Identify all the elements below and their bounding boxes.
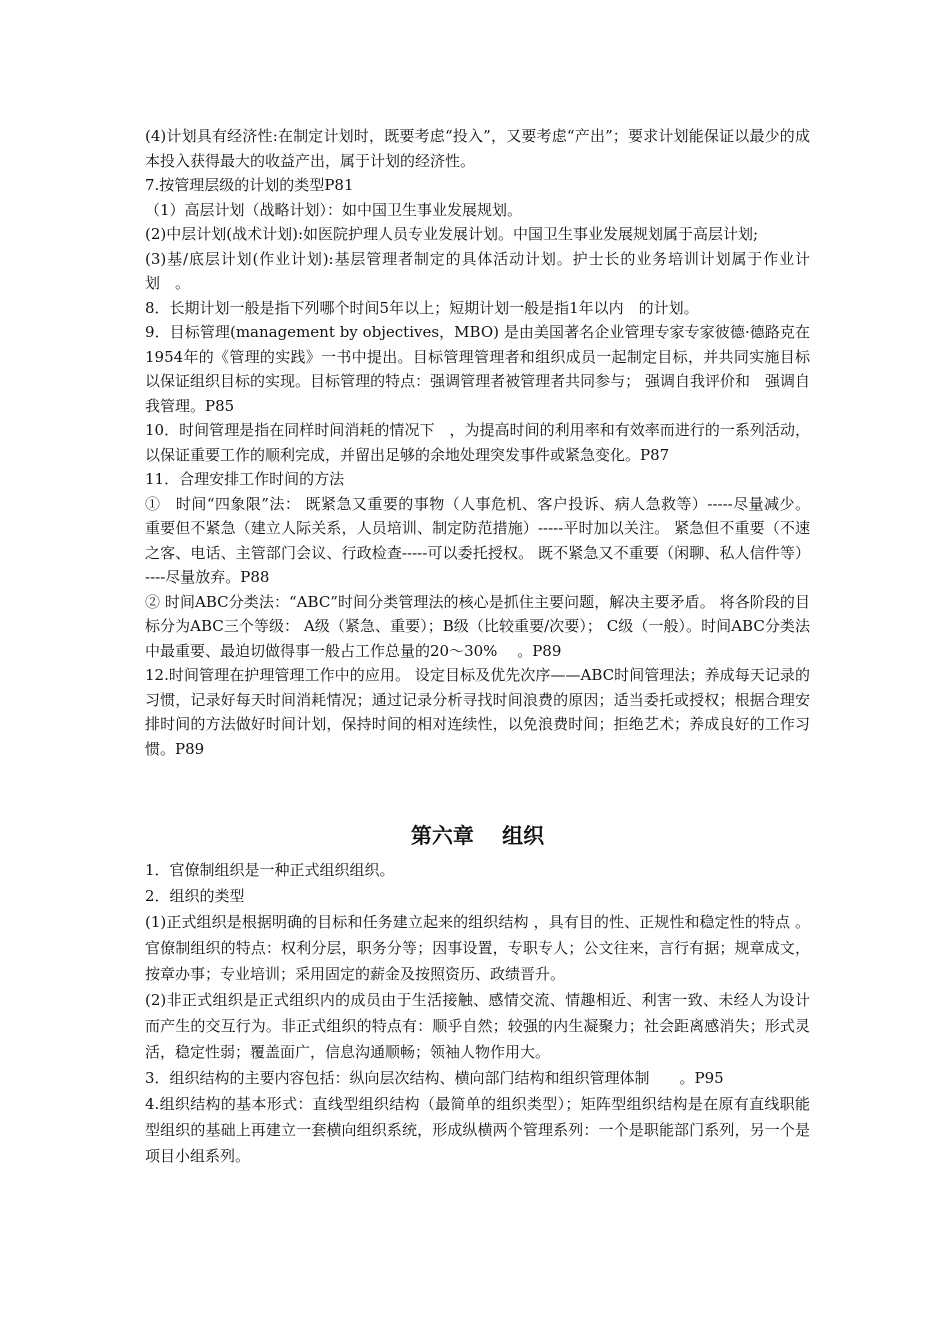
paragraph-org-structure-forms: 4.组织结构的基本形式：直线型组织结构（最简单的组织类型）；矩阵型组织结构是在原有直线职能型组织的基础上再建立一套横向组织系统，形成纵横两个管理系列：一个是职能部门系列，另一个是项目小组系列。 <box>145 1095 810 1165</box>
paragraph-time-management: 10．时间管理是指在同样时间消耗的情况下 ，为提高时间的利用率和有效率而进行的一系列活动，以保证重要工作的顺利完成，并留出足够的余地处理突发事件或紧急变化。P87 <box>145 421 810 464</box>
chapter-title: 第六章 组织 <box>410 824 545 848</box>
paragraph-abc-method: ② 时间ABC分类法：“ABC”时间分类管理法的核心是抓住主要问题，解决主要矛盾。 将各阶段的目标分为ABC三个等级： A级（紧急、重要）；B级（比较重要/次要）； C级（一般）。时间ABC分类法中最重要、最迫切做得事一般占工作总量的20～30% 。P89 <box>145 592 810 660</box>
paragraph-plan-types-heading: 7.按管理层级的计划的类型P81 <box>145 176 354 194</box>
paragraph-middle-level-plan: (2)中层计划(战术计划):如医院护理人员专业发展计划。中国卫生事业发展规划属于高层计划; <box>145 225 759 243</box>
paragraph-high-level-plan: （1）高层计划（战略计划）：如中国卫生事业发展规划。 <box>145 200 523 219</box>
paragraph-four-quadrants: ① 时间“四象限”法： 既紧急又重要的事物（人事危机、客户投诉、病人急救等）-----尽量减少。 重要但不紧急（建立人际关系，人员培训、制定防范措施）-----平时加以关注。 紧急但不重要（不速之客、电话、主管部门会议、行政检查-----可以委托授权。 既不紧急又不重要（闲聊、私人信件等）----尽量放弃。P88 <box>145 494 810 586</box>
paragraph-time-management-application: 12.时间管理在护理管理工作中的应用。 设定目标及优先次序——ABC时间管理法；养成每天记录的习惯，记录好每天时间消耗情况；通过记录分析寻找时间浪费的原因；适当委托或授权；根据合理安排时间的方法做好时间计划，保持时间的相对连续性，以免浪费时间；拒绝艺术；养成良好的工作习惯。P89 <box>145 666 810 758</box>
paragraph-time-methods-heading: 11．合理安排工作时间的方法 <box>145 470 345 488</box>
paragraph-long-short-plan: 8．长期计划一般是指下列哪个时间5年以上；短期计划一般是指1年以内 的计划。 <box>145 298 699 317</box>
paragraph-org-types-heading: 2．组织的类型 <box>145 887 245 905</box>
section-spacer <box>145 761 810 821</box>
paragraph-mbo: 9．目标管理(management by objectives，MBO) 是由美国著名企业管理专家专家彼德·德路克在1954年的《管理的实践》一书中提出。目标管理管理者和组织成员一起制定目标，并共同实施目标以保证组织目标的实现。目标管理的特点：强调管理者被管理者共同参与； 强调自我评价和 强调自我管理。P85 <box>145 323 810 415</box>
paragraph-base-level-plan: (3)基/底层计划(作业计划):基层管理者制定的具体活动计划。护士长的业务培训计划属于作业计划 。 <box>145 249 810 292</box>
paragraph-org-structure-content: 3．组织结构的主要内容包括：纵向层次结构、横向部门结构和组织管理体制 。P95 <box>145 1069 724 1087</box>
paragraph-bureaucratic-org: 1．官僚制组织是一种正式组织组织。 <box>145 861 395 879</box>
paragraph-formal-org: (1)正式组织是根据明确的目标和任务建立起来的组织结构 ，具有目的性、正规性和稳定性的特点 。官僚制组织的特点：权利分层，职务分等；因事设置，专职专人；公文往来，言行有据；规章成文，按章办事；专业培训；采用固定的薪金及按照资历、政绩晋升。 <box>145 913 810 983</box>
document-page <box>145 124 810 1169</box>
paragraph-informal-org: (2)非正式组织是正式组织内的成员由于生活接触、感情交流、情趣相近、利害一致、未经人为设计而产生的交互行为。非正式组织的特点有：顺乎自然；较强的内生凝聚力；社会距离感消失；形式灵活，稳定性弱；覆盖面广，信息沟通顺畅；领袖人物作用大。 <box>145 991 810 1061</box>
paragraph-plan-economy: (4)计划具有经济性:在制定计划时，既要考虑“投入”，又要考虑“产出”；要求计划能保证以最少的成本投入获得最大的收益产出，属于计划的经济性。 <box>145 127 810 170</box>
